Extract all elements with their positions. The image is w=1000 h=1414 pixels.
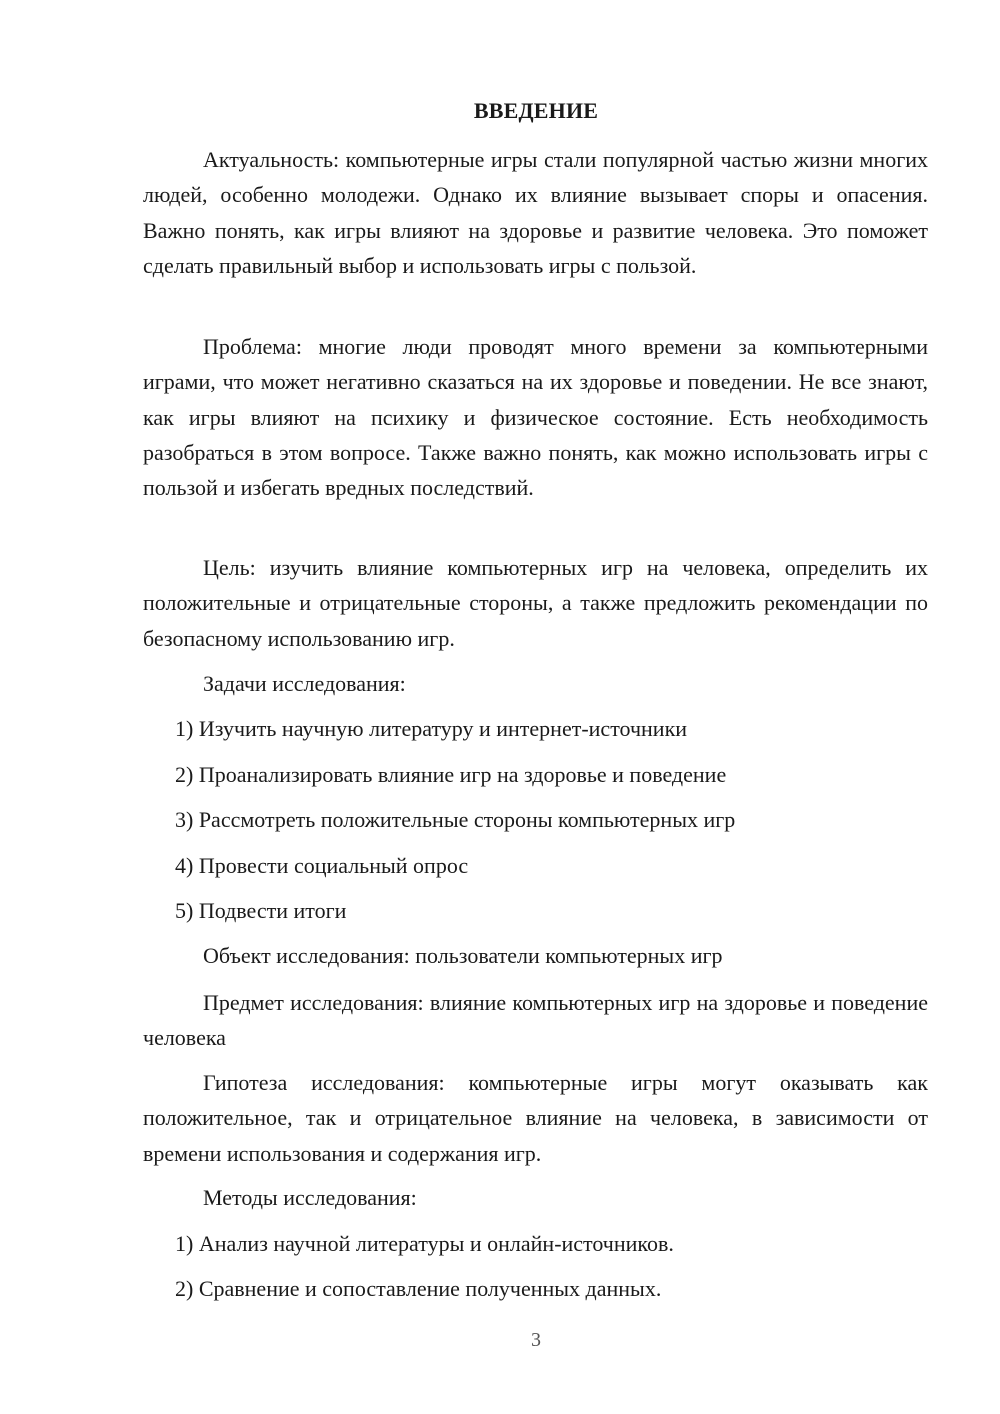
page-number: 3: [531, 1329, 541, 1351]
subject-paragraph: Предмет исследования: влияние компьютерных игр на здоровье и поведение человека: [143, 990, 928, 1051]
task-item: 4) Провести социальный опрос: [175, 853, 469, 878]
method-item: 2) Сравнение и сопоставление полученных данных.: [175, 1276, 662, 1301]
problem-paragraph: Проблема: многие люди проводят много времени за компьютерными играми, что может негативно сказаться на их здоровье и поведении. Не все знают, как игры влияют на психику и физическое состояние. Есть необходимость разобраться в этом вопросе. Также важно понять, как можно использовать игры с пользой и избегать вредных последствий.: [143, 334, 928, 501]
hypothesis-paragraph: Гипотеза исследования: компьютерные игры могут оказывать как положительное, так и отрицательное влияние на человека, в зависимости от времени использования и содержания игр.: [143, 1070, 928, 1166]
method-item: 1) Анализ научной литературы и онлайн-источников.: [175, 1231, 674, 1256]
object-paragraph: Объект исследования: пользователи компьютерных игр: [203, 943, 723, 968]
task-item: 5) Подвести итоги: [175, 898, 347, 923]
section-title: ВВЕДЕНИЕ: [473, 98, 599, 123]
task-item: 2) Проанализировать влияние игр на здоровье и поведение: [175, 762, 727, 787]
task-item: 1) Изучить научную литературу и интернет-источники: [175, 716, 688, 741]
tasks-heading: Задачи исследования:: [203, 671, 406, 696]
task-item: 3) Рассмотреть положительные стороны компьютерных игр: [175, 807, 736, 832]
relevance-paragraph: Актуальность: компьютерные игры стали популярной частью жизни многих людей, особенно молодежи. Однако их влияние вызывает споры и опасения. Важно понять, как игры влияют на здоровье и развитие человека. Это поможет сделать правильный выбор и использовать игры с пользой.: [143, 147, 928, 278]
methods-heading: Методы исследования:: [203, 1185, 417, 1210]
goal-paragraph: Цель: изучить влияние компьютерных игр на человека, определить их положительные и отрицательные стороны, а также предложить рекомендации по безопасному использованию игр.: [143, 555, 928, 651]
